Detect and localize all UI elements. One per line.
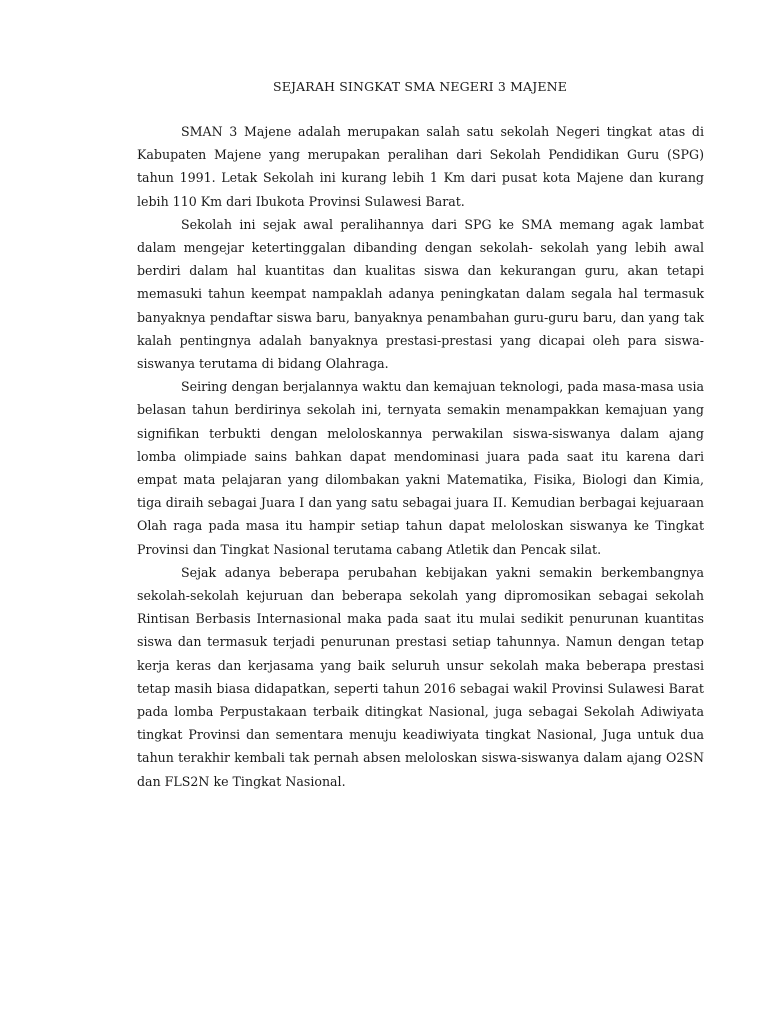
- document-body: [137, 120, 704, 793]
- paragraph-achievements: Seiring dengan berjalannya waktu dan kemajuan teknologi, pada masa-masa usia belasan tahun berdirinya sekolah ini, ternyata semakin menampakkan kemajuan yang signifikan terbukti dengan meloloskannya perwakilan siswa-siswanya dalam ajang lomba olimpiade sains bahkan dapat mendominasi juara pada saat itu karena dari empat mata pelajaran yang dilombakan yakni Matematika, Fisika, Biologi dan Kimia, tiga diraih sebagai Juara I dan yang satu sebagai juara II. Kemudian berbagai kejuaraan Olah raga pada masa itu hampir setiap tahun dapat meloloskan siswanya ke Tingkat Provinsi dan Tingkat Nasional terutama cabang Atletik dan Pencak silat.: [137, 379, 704, 557]
- paragraph-recent-developments: Sejak adanya beberapa perubahan kebijakan yakni semakin berkembangnya sekolah-sekolah kejuruan dan beberapa sekolah yang dipromosikan sebagai sekolah Rintisan Berbasis Internasional maka pada saat itu mulai sedikit penurunan kuantitas siswa dan termasuk terjadi penurunan prestasi setiap tahunnya. Namun dengan tetap kerja keras dan kerjasama yang baik seluruh unsur sekolah maka beberapa prestasi tetap masih biasa didapatkan, seperti tahun 2016 sebagai wakil Provinsi Sulawesi Barat pada lomba Perpustakaan terbaik ditingkat Nasional, juga sebagai Sekolah Adiwiyata tingkat Provinsi dan sementara menuju keadiwiyata tingkat Nasional, Juga untuk dua tahun terakhir kembali tak pernah absen meloloskan siswa-siswanya dalam ajang O2SN dan FLS2N ke Tingkat Nasional.: [137, 564, 704, 789]
- paragraph-history-origin: SMAN 3 Majene adalah merupakan salah satu sekolah Negeri tingkat atas di Kabupaten Majene yang merupakan peralihan dari Sekolah Pendidikan Guru (SPG) tahun 1991. Letak Sekolah ini kurang lebih 1 Km dari pusat kota Majene dan kurang lebih 110 Km dari Ibukota Provinsi Sulawesi Barat.: [137, 124, 704, 209]
- paragraph-early-growth: Sekolah ini sejak awal peralihannya dari SPG ke SMA memang agak lambat dalam mengejar ketertinggalan dibanding dengan sekolah- sekolah yang lebih awal berdiri dalam hal kuantitas dan kualitas siswa dan kekurangan guru, akan tetapi memasuki tahun keempat nampaklah adanya peningkatan dalam segala hal termasuk banyaknya pendaftar siswa baru, banyaknya penambahan guru-guru baru, dan yang tak kalah pentingnya adalah banyaknya prestasi-prestasi yang dicapai oleh para siswa-siswanya terutama di bidang Olahraga.: [137, 216, 704, 372]
- document-title: SEJARAH SINGKAT SMA NEGERI 3 MAJENE: [272, 79, 567, 94]
